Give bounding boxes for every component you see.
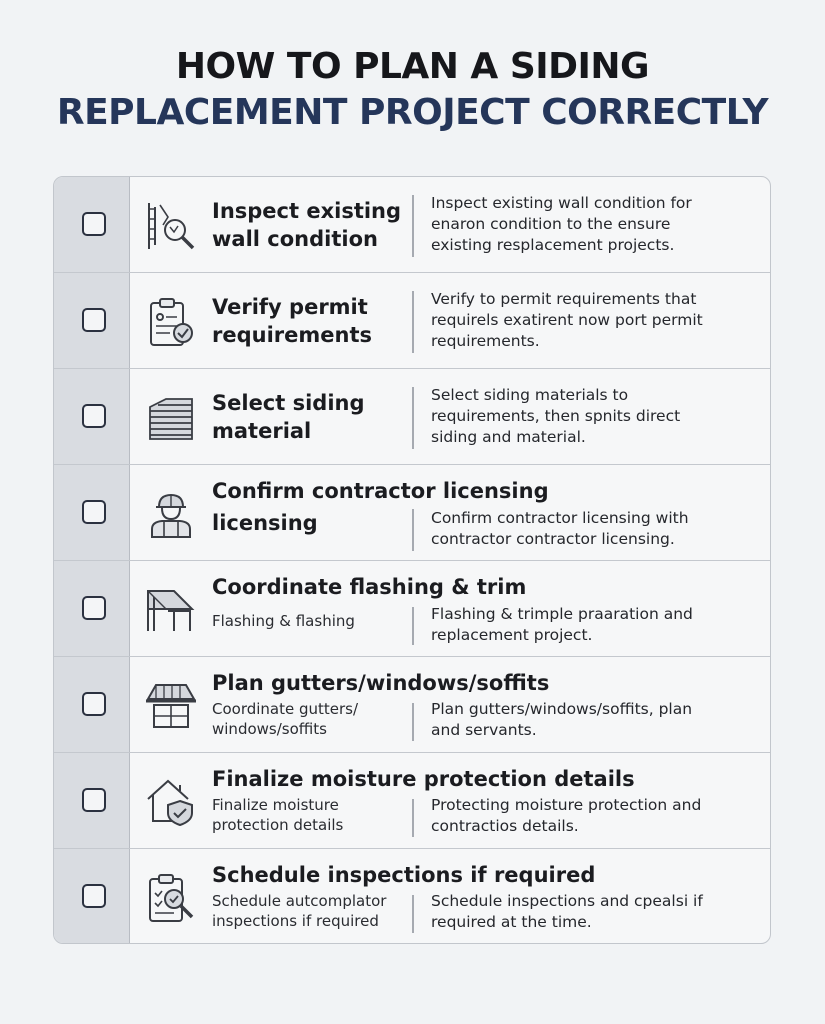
checklist-row <box>54 369 770 465</box>
page-title <box>0 44 825 136</box>
column-divider <box>412 387 414 449</box>
column-divider <box>412 509 414 551</box>
inspection-checklist-icon <box>144 871 198 925</box>
checklist-row <box>54 657 770 753</box>
checklist-row <box>54 273 770 369</box>
column-divider <box>412 895 414 933</box>
checklist-card <box>53 176 771 944</box>
gutter-window-icon <box>144 679 198 733</box>
checklist-row <box>54 465 770 561</box>
item-heading: Inspect existing wall condition <box>212 199 402 251</box>
checkbox[interactable] <box>82 596 106 620</box>
item-heading: Schedule inspections if required <box>212 863 596 887</box>
item-subtext: Schedule autcomplator inspections if required <box>212 892 387 930</box>
column-divider <box>412 703 414 741</box>
title-line-1: HOW TO PLAN A SIDING <box>175 46 650 87</box>
item-heading: Finalize moisture protection details <box>212 767 635 791</box>
checkbox[interactable] <box>82 404 106 428</box>
item-description: Schedule inspections and cpealsi if required at the time. <box>431 892 703 931</box>
item-description: Flashing & trimple praaration and replacement project. <box>431 605 693 644</box>
house-shield-icon <box>144 775 198 829</box>
checkbox[interactable] <box>82 500 106 524</box>
checkbox[interactable] <box>82 308 106 332</box>
column-divider <box>412 799 414 837</box>
item-description: Confirm contractor licensing with contractor contractor licensing. <box>431 509 689 548</box>
permit-clipboard-icon <box>144 295 198 349</box>
title-line-2: REPLACEMENT PROJECT CORRECTLY <box>56 92 769 133</box>
item-subtext: Flashing & flashing <box>212 612 355 630</box>
checklist-row <box>54 177 770 273</box>
item-description: Protecting moisture protection and contractios details. <box>431 796 702 835</box>
checkbox[interactable] <box>82 788 106 812</box>
item-description: Select siding materials to requirements, then spnits direct siding and material. <box>431 386 681 446</box>
checklist-row <box>54 849 770 944</box>
wall-inspect-icon <box>144 199 198 253</box>
checklist-row <box>54 753 770 849</box>
column-divider <box>412 607 414 645</box>
item-description: Verify to permit requirements that requirels exatirent now port permit requirements. <box>431 290 703 350</box>
item-heading: Verify permit requirements <box>212 295 372 347</box>
item-heading: Select siding material <box>212 391 365 443</box>
contractor-icon <box>144 487 198 541</box>
item-subtext: Coordinate gutters/ windows/soffits <box>212 700 359 738</box>
column-divider <box>412 291 414 353</box>
checkbox[interactable] <box>82 692 106 716</box>
item-heading: Plan gutters/windows/soffits <box>212 671 550 695</box>
item-heading: Coordinate flashing & trim <box>212 575 527 599</box>
flashing-trim-icon <box>144 583 198 637</box>
item-description: Inspect existing wall condition for enaron condition to the ensure existing resplacement projects. <box>431 194 692 254</box>
checkbox[interactable] <box>82 212 106 236</box>
siding-panels-icon <box>144 391 198 445</box>
item-description: Plan gutters/windows/soffits, plan and servants. <box>431 700 693 739</box>
item-heading: Confirm contractor licensing licensing <box>212 479 549 535</box>
checkbox[interactable] <box>82 884 106 908</box>
column-divider <box>412 195 414 257</box>
item-subtext: Finalize moisture protection details <box>212 796 344 834</box>
checklist-row <box>54 561 770 657</box>
